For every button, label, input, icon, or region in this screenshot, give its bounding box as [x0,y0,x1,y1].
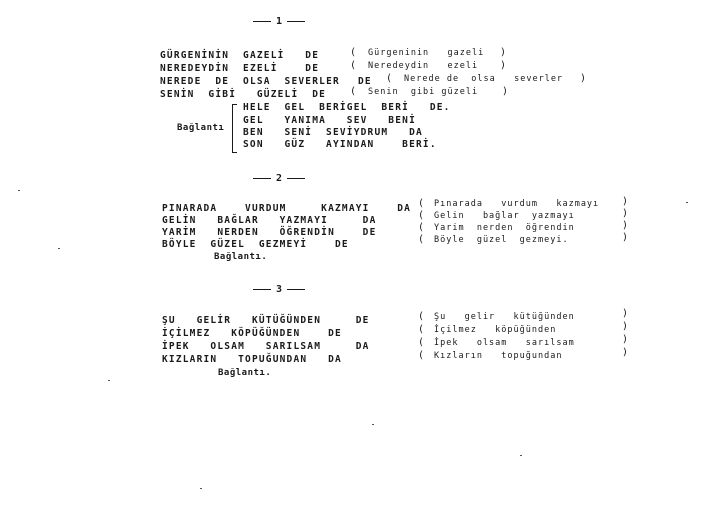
s1-line-4: SENİN GİBİ GÜZELİ DE [160,89,327,100]
s2-close-2: ) [622,208,629,219]
s2-close-1: ) [622,196,629,207]
s1-baglanti-label: Bağlantı [177,123,225,133]
s3-line-3: İPEK OLSAM SARILSAM DA [162,341,370,352]
s3-open-4: ( [418,350,425,361]
s2-baglanti: Bağlantı. [214,252,268,262]
scan-speck [18,190,20,191]
s1-line-3: NEREDE DE OLSA SEVERLER [160,76,340,87]
s3-close-1: ) [622,308,629,319]
s1-right-2: Neredeydin ezeli [368,61,479,71]
s1-close-2: ) [500,60,507,71]
scan-speck [108,380,110,381]
s3-open-3: ( [418,337,425,348]
scan-speck [686,202,688,203]
s2-line-3: YARİM NERDEN ÖĞRENDİN DE [162,227,377,238]
s1-line-2: NEREDEYDİN EZELİ DE [160,63,320,74]
s3-close-4: ) [622,347,629,358]
s1-open-2: ( [350,60,357,71]
s1-bag-line-3: BEN SENİ SEVİYDRUM DA [243,127,423,138]
scan-speck [520,455,522,456]
s1-line-1: GÜRGENİNİN GAZELİ DE [160,50,320,61]
s1-close-3: ) [580,73,587,84]
section-1-number: 1 [248,16,310,27]
s1-open-3: ( [386,73,393,84]
s1-right-1: Gürgeninin gazeli [368,48,485,58]
s2-open-2: ( [418,210,425,221]
s1-line-3-tail: DE [358,76,372,87]
s3-right-3: İpek olsam sarılsam [434,338,575,348]
s2-right-4: Böyle güzel gezmeyi. [434,235,569,245]
s3-line-1: ŞU GELİR KÜTÜĞÜNDEN DE [162,315,370,326]
s1-close-1: ) [500,47,507,58]
s2-open-3: ( [418,222,425,233]
scan-speck [200,488,202,489]
s2-open-1: ( [418,198,425,209]
s2-right-2: Gelin bağlar yazmayı [434,211,575,221]
s2-open-4: ( [418,234,425,245]
s1-open-4: ( [350,86,357,97]
s2-line-2: GELİN BAĞLAR YAZMAYI DA [162,215,377,226]
s2-close-3: ) [622,220,629,231]
s1-right-4: Senin gibi güzeli [368,87,479,97]
s1-open-1: ( [350,47,357,58]
s2-line-4: BÖYLE GÜZEL GEZMEYİ DE [162,239,349,250]
s3-right-2: İçilmez köpüğünden [434,325,557,335]
scan-speck [58,248,60,249]
s3-right-1: Şu gelir kütüğünden [434,312,575,322]
section-3-number: 3 [248,284,310,295]
s3-close-3: ) [622,334,629,345]
s3-open-2: ( [418,324,425,335]
s3-baglanti: Bağlantı. [218,368,272,378]
s2-line-1: PINARADA VURDUM KAZMAYI DA [162,203,412,214]
s1-bag-line-2: GEL YANIMA SEV BENİ [243,115,416,126]
s3-open-1: ( [418,311,425,322]
s3-right-4: Kızların topuğundan [434,351,563,361]
s2-right-3: Yarim nerden öğrendin [434,223,575,233]
s3-line-2: İÇİLMEZ KÖPÜĞÜNDEN DE [162,328,342,339]
s1-close-4: ) [502,86,509,97]
s1-baglanti-brace [232,104,237,153]
scan-speck [372,424,374,425]
s1-bag-line-4: SON GÜZ AYINDAN BERİ. [243,139,437,150]
s3-close-2: ) [622,321,629,332]
s3-line-4: KIZLARIN TOPUĞUNDAN DA [162,354,342,365]
s2-right-1: Pınarada vurdum kazmayı [434,199,600,209]
s1-right-3: Nerede de olsa severler [404,74,564,84]
s2-close-4: ) [622,232,629,243]
section-2-number: 2 [248,173,310,184]
s1-bag-line-1: HELE GEL BERİGEL BERİ DE. [243,102,451,113]
